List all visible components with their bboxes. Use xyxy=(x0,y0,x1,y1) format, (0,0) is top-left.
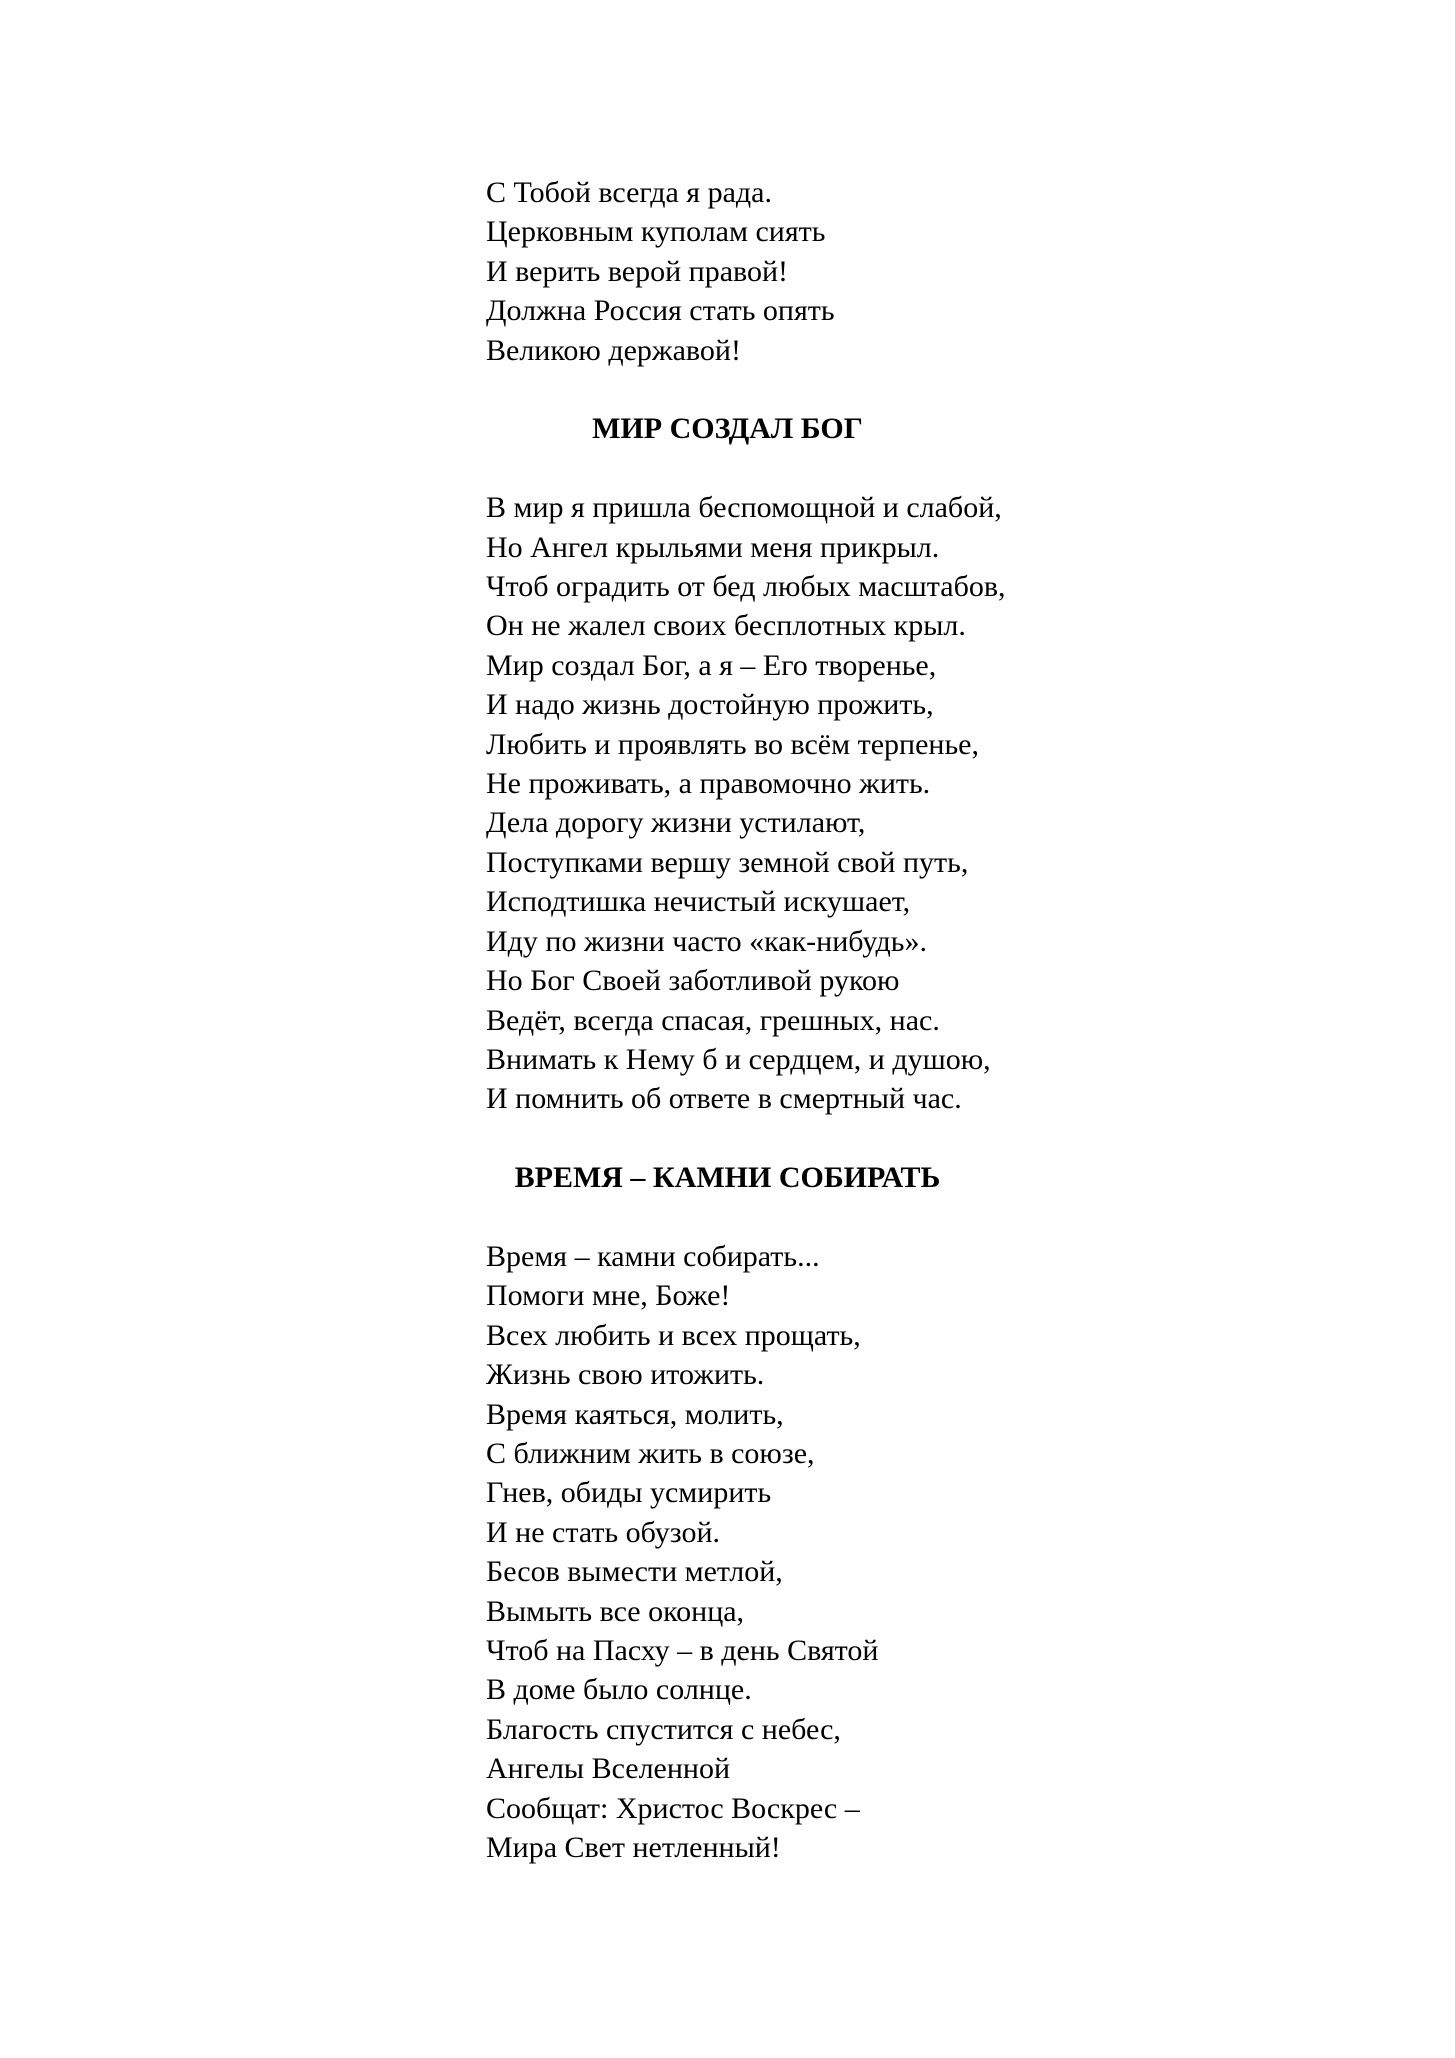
poem-line: Дела дорогу жизни устилают, xyxy=(486,806,866,840)
poem-line: Время – камни собирать... xyxy=(486,1239,820,1273)
poem-line: Иду по жизни часто «как-нибудь». xyxy=(486,924,927,958)
poem-line: Должна Россия стать опять xyxy=(486,294,835,328)
poem-line: Мира Свет нетленный! xyxy=(486,1831,781,1864)
blank-line xyxy=(0,1119,1455,1158)
poem-line: И не стать обузой. xyxy=(486,1515,721,1549)
poem-line: Но Бог Своей заботливой рукою xyxy=(486,964,900,998)
poem-line: Благость спустится с небес, xyxy=(486,1712,841,1746)
poem-text-flow xyxy=(0,173,1455,1867)
poem-line: Не проживать, а правомочно жить. xyxy=(486,767,931,801)
poem-line: Чтоб оградить от бед любых масштабов, xyxy=(486,570,1006,604)
poem-line: Вымыть все оконца, xyxy=(486,1594,745,1628)
poem-line: Время каяться, молить, xyxy=(486,1397,784,1431)
poem-line: Мир создал Бог, а я – Его творенье, xyxy=(486,648,937,682)
poem-line: В доме было солнце. xyxy=(486,1673,752,1707)
poem-line: Исподтишка нечистый искушает, xyxy=(486,885,911,919)
poem-title: МИР СОЗДАЛ БОГ xyxy=(592,412,863,446)
poem-line: Любить и проявлять во всём терпенье, xyxy=(486,727,979,761)
poem-line: С Тобой всегда я рада. xyxy=(486,176,772,209)
poem-line: Ведёт, всегда спасая, грешных, нас. xyxy=(486,1003,940,1037)
blank-line xyxy=(0,370,1455,409)
poem-line: Гнев, обиды усмирить xyxy=(486,1476,772,1510)
poem-line: Церковным куполам сиять xyxy=(486,215,826,249)
poem-title: ВРЕМЯ – КАМНИ СОБИРАТЬ xyxy=(514,1161,941,1195)
poem-line: Но Ангел крыльями меня прикрыл. xyxy=(486,530,940,564)
poem-line: Ангелы Вселенной xyxy=(486,1752,731,1786)
poem-line: В мир я пришла беспомощной и слабой, xyxy=(486,491,1002,525)
poem-line: Помоги мне, Боже! xyxy=(486,1279,731,1313)
blank-line xyxy=(0,1198,1455,1237)
poem-line: Чтоб на Пасху – в день Святой xyxy=(486,1633,879,1667)
poem-line: Он не жалел своих бесплотных крыл. xyxy=(486,609,966,643)
poem-line: Великою державой! xyxy=(486,333,741,367)
poem-line: Бесов вымести метлой, xyxy=(486,1555,783,1589)
blank-line xyxy=(0,449,1455,488)
poem-line: С ближним жить в союзе, xyxy=(486,1436,815,1470)
poem-line: И помнить об ответе в смертный час. xyxy=(486,1082,962,1116)
poem-line: Поступками вершу земной свой путь, xyxy=(486,845,969,879)
poem-line: И надо жизнь достойную прожить, xyxy=(486,688,934,722)
poem-line: И верить верой правой! xyxy=(486,254,789,288)
poem-line: Сообщат: Христос Воскрес – xyxy=(486,1791,860,1825)
poem-line: Всех любить и всех прощать, xyxy=(486,1318,861,1352)
poem-line: Жизнь свою итожить. xyxy=(486,1358,765,1392)
poem-line: Внимать к Нему б и сердцем, и душою, xyxy=(486,1042,991,1076)
